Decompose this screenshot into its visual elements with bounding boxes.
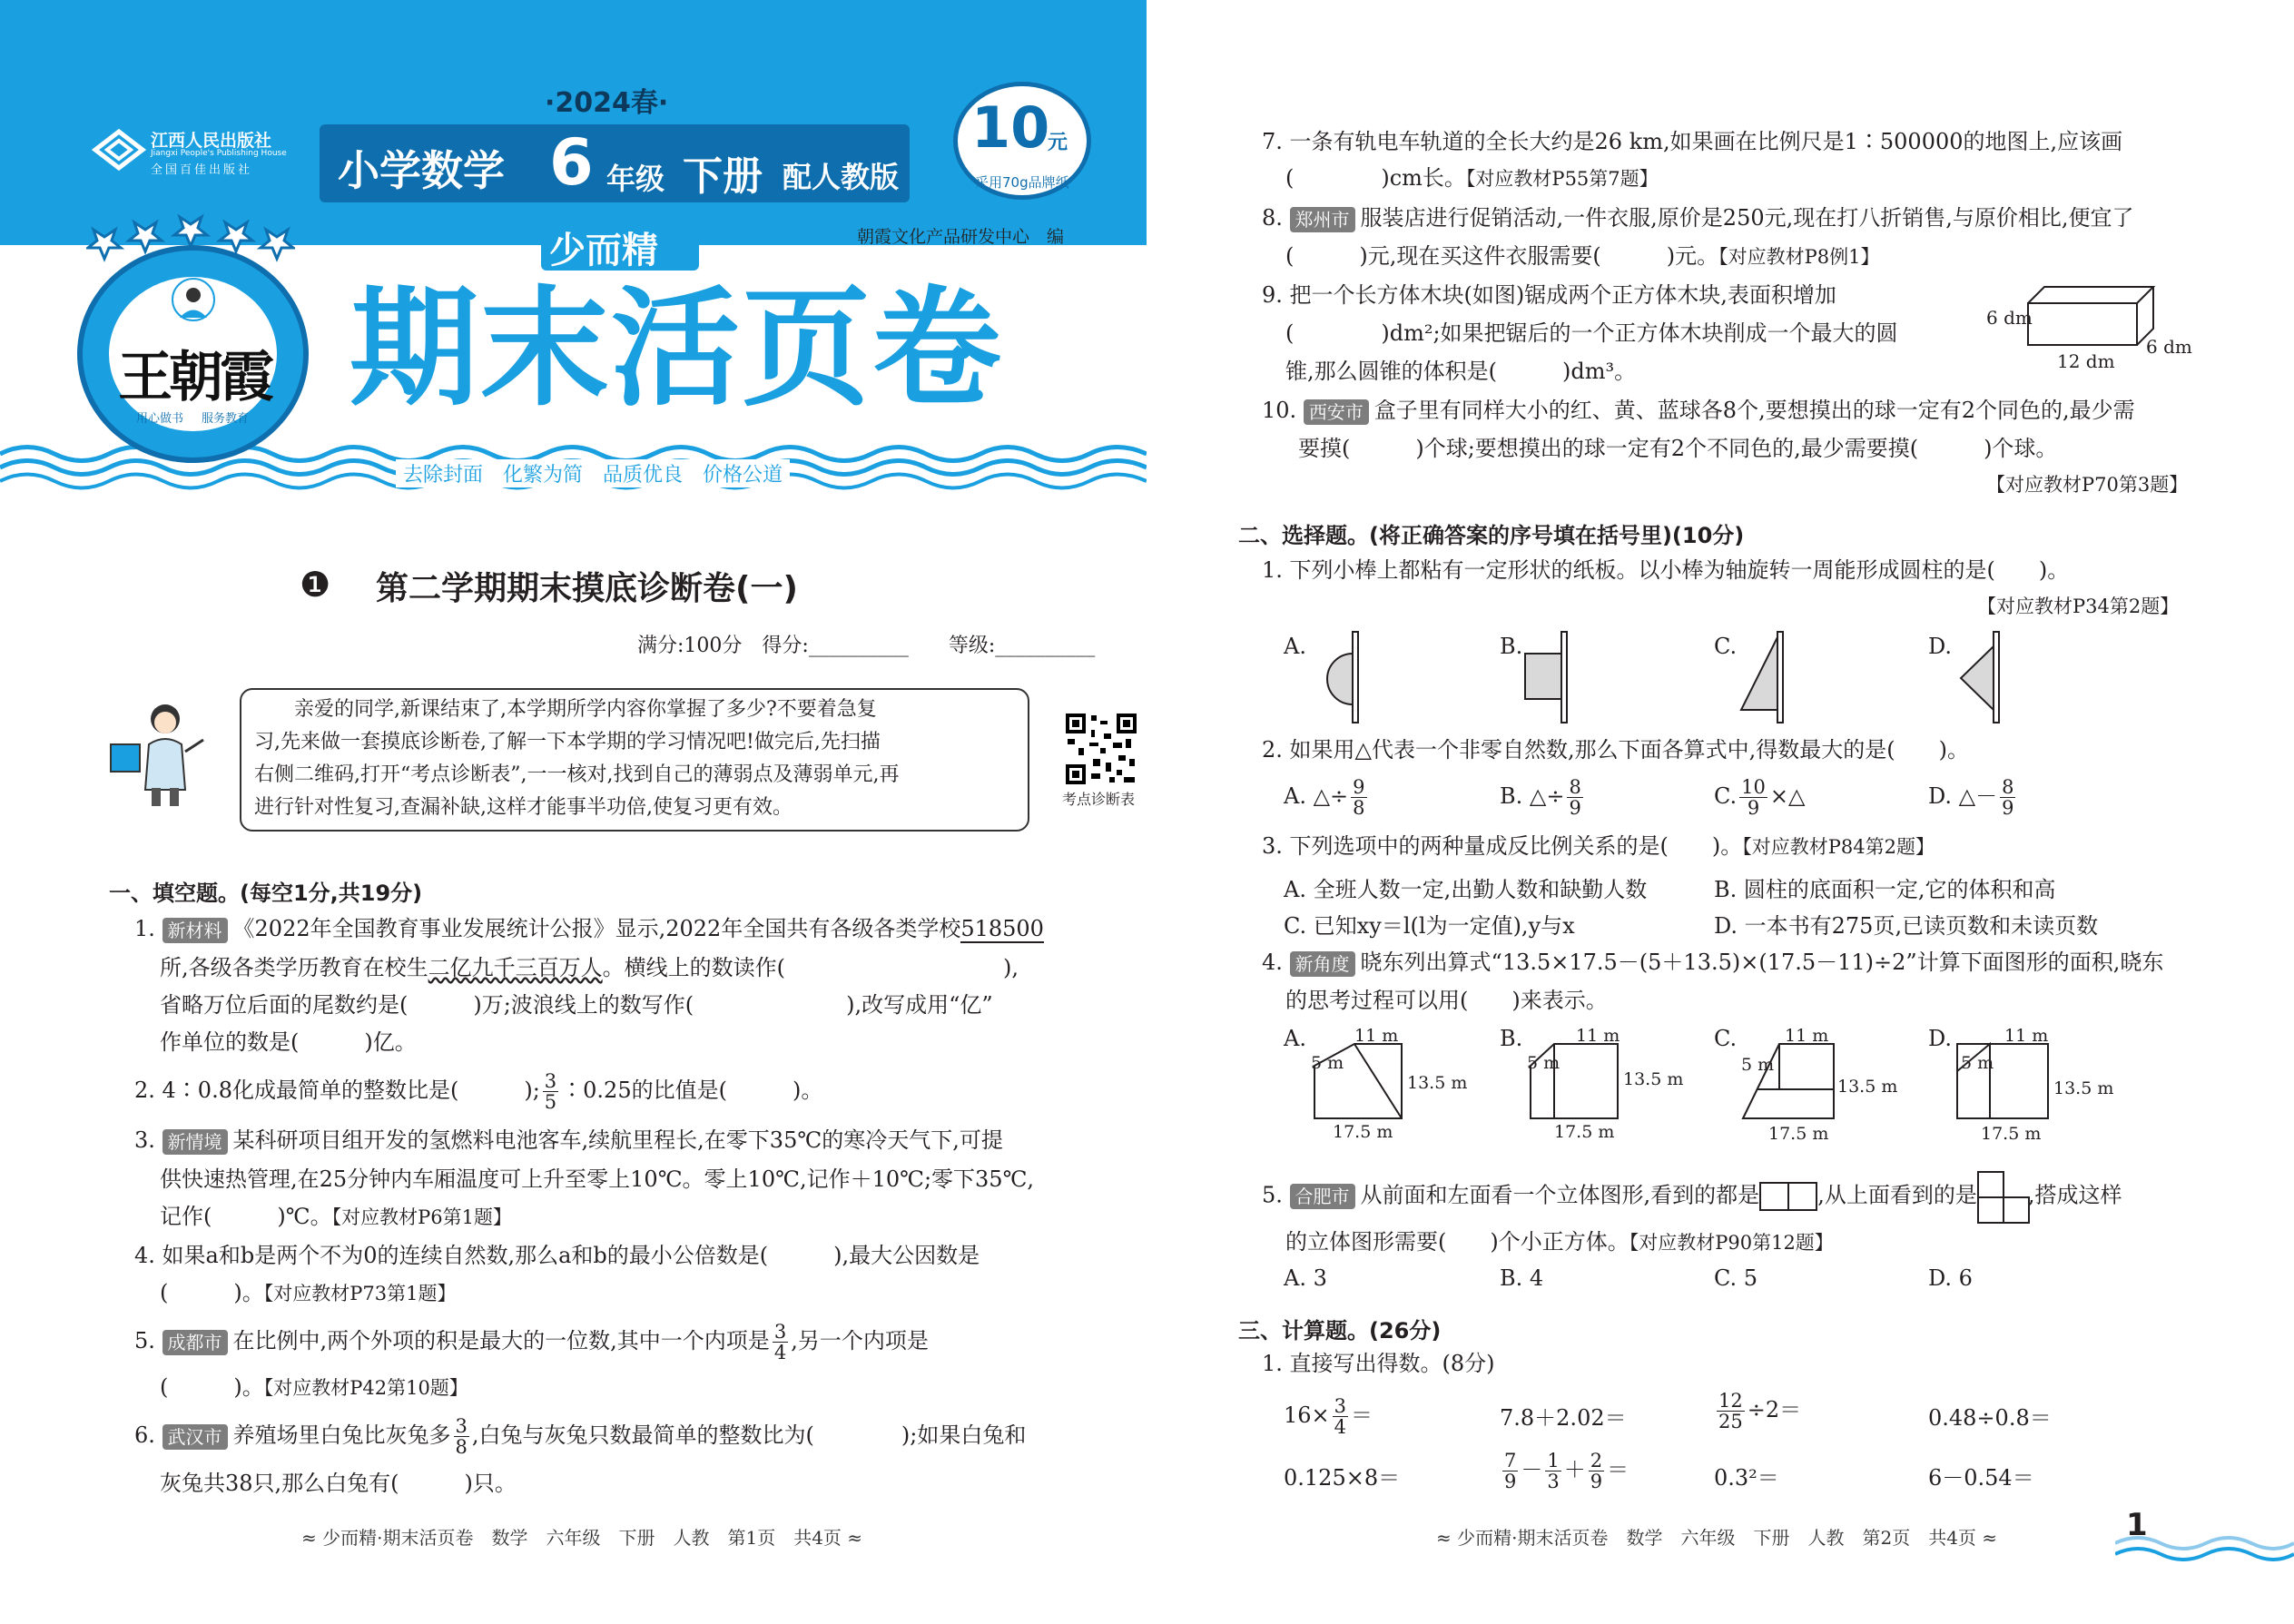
s2q1-line1: 1. 下列小棒上都粘有一定形状的纸板。以小棒为轴旋转一周能形成圆柱的是( )。 (1262, 557, 2070, 583)
s2q4-opt-c[interactable]: C. (1714, 1026, 1738, 1051)
q5-line2: ( )。【对应教材P42第10题】 (160, 1374, 468, 1400)
r-q10-line1: 10. 西安市 盒子里有同样大小的红、黄、蓝球各8个,要想摸出的球一定有2个同色的,最少需 (1262, 398, 2135, 423)
exam-title: 第二学期期末摸底诊断卷(一) (376, 570, 798, 607)
edition-label: 配人教版 (783, 160, 900, 194)
s2q2-opt-c[interactable]: C. $\frac{10}{9}$ ×△ (1714, 776, 1806, 819)
r-q7-line1: 7. 一条有轨电车轨道的全长大约是26 km,如果画在比例尺是1∶500000的地图上,应该画 (1262, 129, 2123, 154)
s2q1-opt-b[interactable]: B. (1500, 634, 1523, 659)
publisher-name: 江西人民出版社 (151, 131, 272, 151)
s2q3-line1: 3. 下列选项中的两种量成反比例关系的是( )。【对应教材P84第2题】 (1262, 833, 1935, 859)
q2: 2. 4∶0.8化成最简单的整数比是( ); $\frac{3}{5}$ ∶0.25的比值是( )。 (134, 1070, 823, 1113)
cuboid-width: 6 dm (2146, 336, 2192, 358)
s2q2-opt-d[interactable]: D. △－ $\frac{8}{9}$ (1928, 776, 2014, 819)
publisher-sub: 全国百佳出版社 (151, 163, 253, 177)
season-label: ·2024春· (545, 87, 669, 119)
rod-semicircle-figure (1307, 626, 1380, 726)
s3q1-line1: 1. 直接写出得数。(8分) (1262, 1351, 1495, 1376)
s2q2-line1: 2. 如果用△代表一个非零自然数,那么下面各算式中,得数最大的是( )。 (1262, 737, 1969, 763)
cuboid-height: 6 dm (1986, 307, 2033, 329)
s2q1-opt-d[interactable]: D. (1928, 634, 1953, 659)
score-line: 满分:100分 得分:__________ 等级:__________ (637, 635, 1096, 657)
price-number: 10 (971, 94, 1050, 161)
s2q4-opt-a[interactable]: A. (1284, 1026, 1306, 1051)
section1-title: 一、填空题。(每空1分,共19分) (109, 881, 423, 906)
intro-line-3: 右侧二维码,打开“考点诊断表”,一一核对,找到自己的薄弱点及薄弱单元,再 (254, 763, 900, 786)
s2q2-opt-b[interactable]: B. △÷ $\frac{8}{9}$ (1500, 776, 1581, 819)
calc-6: $\frac{7}{9}$ － $\frac{1}{3}$ ＋ $\frac{2}{9}$ ＝ (1504, 1450, 1629, 1492)
d-bottom: 17.5 m (1981, 1124, 2042, 1144)
a-right: 13.5 m (1407, 1073, 1468, 1093)
s2q3-opt-d[interactable]: D. 一本书有275页,已读页数和未读页数 (1714, 913, 2099, 939)
price-unit: 元 (1048, 132, 1068, 154)
s2q4-opt-d[interactable]: D. (1928, 1026, 1953, 1051)
q3-line2: 供快速热管理,在25分钟内车厢温度可上升至零上10℃。零上10℃,记作＋10℃;零下35℃, (160, 1166, 1035, 1192)
s2q2-opt-a[interactable]: A. △÷ $\frac{9}{8}$ (1284, 776, 1365, 819)
calc-4: 0.48÷0.8＝ (1928, 1405, 2052, 1431)
a-left: 5 m (1311, 1053, 1344, 1073)
tag-new-material: 新材料 (162, 918, 228, 943)
q6-line2: 灰兔共38只,那么白兔有( )只。 (160, 1471, 517, 1496)
top-view-icon (1977, 1171, 2028, 1222)
s2q3-opt-c[interactable]: C. 已知xy＝l(l为一定值),y与x (1284, 913, 1575, 939)
calc-2: 7.8＋2.02＝ (1500, 1405, 1627, 1431)
slogan: 去除封面 化繁为简 品质优良 价格公道 (396, 459, 790, 487)
s2q5-line2: 的立体图形需要( )个小正方体。【对应教材P90第12题】 (1285, 1229, 1834, 1255)
q1-line3: 省略万位后面的尾数约是( )万;波浪线上的数写作( ),改写成用“亿” (160, 992, 993, 1018)
b-right: 13.5 m (1623, 1069, 1684, 1089)
q1-line1: 1. 新材料 《2022年全国教育事业发展统计公报》显示,2022年全国共有各级各类学校518500 (134, 916, 1044, 941)
d-right: 13.5 m (2053, 1078, 2114, 1098)
star-icons (86, 213, 295, 277)
s2q1-opt-a[interactable]: A. (1284, 634, 1306, 659)
c-right: 13.5 m (1837, 1077, 1898, 1097)
a-top: 11 m (1354, 1026, 1399, 1046)
c-left: 5 m (1741, 1055, 1775, 1075)
series-small: 少而精 (549, 230, 658, 271)
publisher-name-en: Jiangxi People's Publishing House (151, 149, 287, 158)
s2q4-opt-b[interactable]: B. (1500, 1026, 1523, 1051)
cuboid-figure (2023, 283, 2159, 356)
calc-5: 0.125×8＝ (1284, 1465, 1401, 1491)
section2-title: 二、选择题。(将正确答案的序号填在括号里)(10分) (1238, 523, 1745, 548)
brand-tag-1: 用心做书 (136, 412, 184, 426)
r-q7-line2: ( )cm长。【对应教材P55第7题】 (1285, 165, 1659, 191)
qr-code-icon[interactable] (1064, 712, 1138, 786)
cuboid-length: 12 dm (2057, 350, 2115, 372)
q1-line4: 作单位的数是( )亿。 (160, 1029, 417, 1055)
footer-left: ≈ 少而精·期末活页卷 数学 六年级 下册 人教 第1页 共4页 ≈ (301, 1527, 863, 1549)
d-top: 11 m (2004, 1026, 2049, 1046)
volume-label: 下册 (683, 153, 763, 200)
d-left: 5 m (1961, 1053, 1994, 1073)
s2q1-ref: 【对应教材P34第2题】 (1977, 595, 2180, 617)
q1-wavy-number: 二亿九千三百万人 (428, 955, 603, 980)
intro-line-4: 进行针对性复习,查漏补缺,这样才能事半功倍,使复习更有效。 (254, 796, 793, 819)
intro-line-2: 习,先来做一套摸底诊断卷,了解一下本学期的学习情况吧!做完后,先扫描 (254, 731, 881, 753)
two-squares-view-icon (1759, 1182, 1817, 1211)
publisher-logo-icon (91, 127, 147, 172)
calc-8: 6－0.54＝ (1928, 1465, 2034, 1491)
r-q8-line1: 8. 郑州市 服装店进行促销活动,一件衣服,原价是250元,现在打八折销售,与原价相比,便宜了 (1262, 205, 2134, 231)
s2q5-line1: 5. 合肥市 从前面和左面看一个立体图形,看到的都是 ,从上面看到的是 ,搭成这样 (1262, 1171, 2122, 1222)
s2q1-opt-c[interactable]: C. (1714, 634, 1738, 659)
calc-7: 0.3²＝ (1714, 1465, 1779, 1491)
teacher-figure-icon (102, 699, 220, 808)
s2q5-opt-d[interactable]: D. 6 (1928, 1265, 1973, 1291)
subject-label: 小学数学 (338, 146, 505, 195)
s2q4-line2: 的思考过程可以用( )来表示。 (1285, 988, 1608, 1013)
author-portrait-icon (171, 277, 216, 322)
r-q9-line1: 9. 把一个长方体木块(如图)锯成两个正方体木块,表面积增加 (1262, 282, 1836, 308)
c-top: 11 m (1785, 1026, 1829, 1046)
qr-caption: 考点诊断表 (1062, 791, 1136, 808)
q3-line3: 记作( )℃。【对应教材P6第1题】 (160, 1204, 512, 1229)
s2q5-opt-c[interactable]: C. 5 (1714, 1265, 1758, 1291)
intro-line-1: 亲爱的同学,新课结束了,本学期所学内容你掌握了多少?不要着急复 (254, 698, 877, 721)
calc-1: 16× $\frac{3}{4}$ ＝ (1284, 1395, 1373, 1438)
rod-rectangle-figure (1516, 626, 1589, 726)
q1-line2: 所,各级各类学历教育在校生二亿九千三百万人。横线上的数读作( ), (160, 955, 1019, 980)
grade-number: 6 (549, 125, 594, 200)
main-title: 期末活页卷 (350, 273, 1003, 424)
grade-word: 年级 (606, 162, 665, 196)
r-q10-ref: 【对应教材P70第3题】 (1986, 474, 2189, 496)
r-q10-line2: 要摸( )个球;要想摸出的球一定有2个不同色的,最少需要摸( )个球。 (1298, 436, 2058, 461)
r-q9-line2: ( )dm²;如果把锯后的一个正方体木块削成一个最大的圆 (1285, 320, 1898, 346)
b-top: 11 m (1576, 1026, 1620, 1046)
r-q8-line2: ( )元,现在买这件衣服需要( )元。【对应教材P8例1】 (1285, 243, 1880, 269)
r-q9-line3: 锥,那么圆锥的体积是( )dm³。 (1285, 359, 1637, 384)
b-bottom: 17.5 m (1554, 1122, 1615, 1142)
b-left: 5 m (1527, 1053, 1561, 1073)
q4-line1: 4. 如果a和b是两个不为0的连续自然数,那么a和b的最小公倍数是( ),最大公因数是 (134, 1243, 980, 1268)
exam-number: ❶ (300, 565, 331, 605)
footer-right: ≈ 少而精·期末活页卷 数学 六年级 下册 人教 第2页 共4页 ≈ (1436, 1527, 1998, 1549)
q6-line1: 6. 武汉市 养殖场里白兔比灰兔多 $\frac{3}{8}$ ,白兔与灰兔只数最简单的整数比为( );如果白兔和 (134, 1415, 1027, 1458)
s2q5-opt-a[interactable]: A. 3 (1284, 1265, 1327, 1291)
q3-line1: 3. 新情境 某科研项目组开发的氢燃料电池客车,续航里程长,在零下35℃的寒冷天气下,可提 (134, 1127, 1003, 1153)
q4-line2: ( )。【对应教材P73第1题】 (160, 1280, 457, 1305)
rod-triangle-figure (1732, 626, 1805, 726)
editor-label: 朝霞文化产品研发中心 编 (857, 227, 1065, 247)
s2q5-opt-b[interactable]: B. 4 (1500, 1265, 1544, 1291)
s2q3-opt-b[interactable]: B. 圆柱的底面积一定,它的体积和高 (1714, 877, 2056, 902)
trapezoid-figure-c (1739, 1040, 1848, 1122)
page-number: 1 (2126, 1507, 2148, 1543)
calc-3: $\frac{12}{25}$ ÷2＝ (1718, 1390, 1802, 1432)
a-bottom: 17.5 m (1333, 1122, 1393, 1142)
q5-line1: 5. 成都市 在比例中,两个外项的积是最大的一位数,其中一个内项是 $\frac{3}{4}$ ,另一个内项是 (134, 1321, 929, 1363)
q1-underlined-number: 518500 (960, 916, 1044, 941)
section3-title: 三、计算题。(26分) (1238, 1318, 1442, 1343)
brand-name: 王朝霞 (118, 346, 271, 409)
s2q3-opt-a[interactable]: A. 全班人数一定,出勤人数和缺勤人数 (1284, 877, 1648, 902)
price-note: 采用70g品牌纸 (975, 174, 1069, 191)
brand-tag-2: 服务教育 (202, 412, 250, 426)
rod-side-triangle-figure (1948, 626, 2021, 726)
s2q4-line1: 4. 新角度 晓东列出算式“13.5×17.5－(5＋13.5)×(17.5－11)÷2”计算下面图形的面积,晓东 (1262, 950, 2164, 975)
c-bottom: 17.5 m (1768, 1124, 1829, 1144)
